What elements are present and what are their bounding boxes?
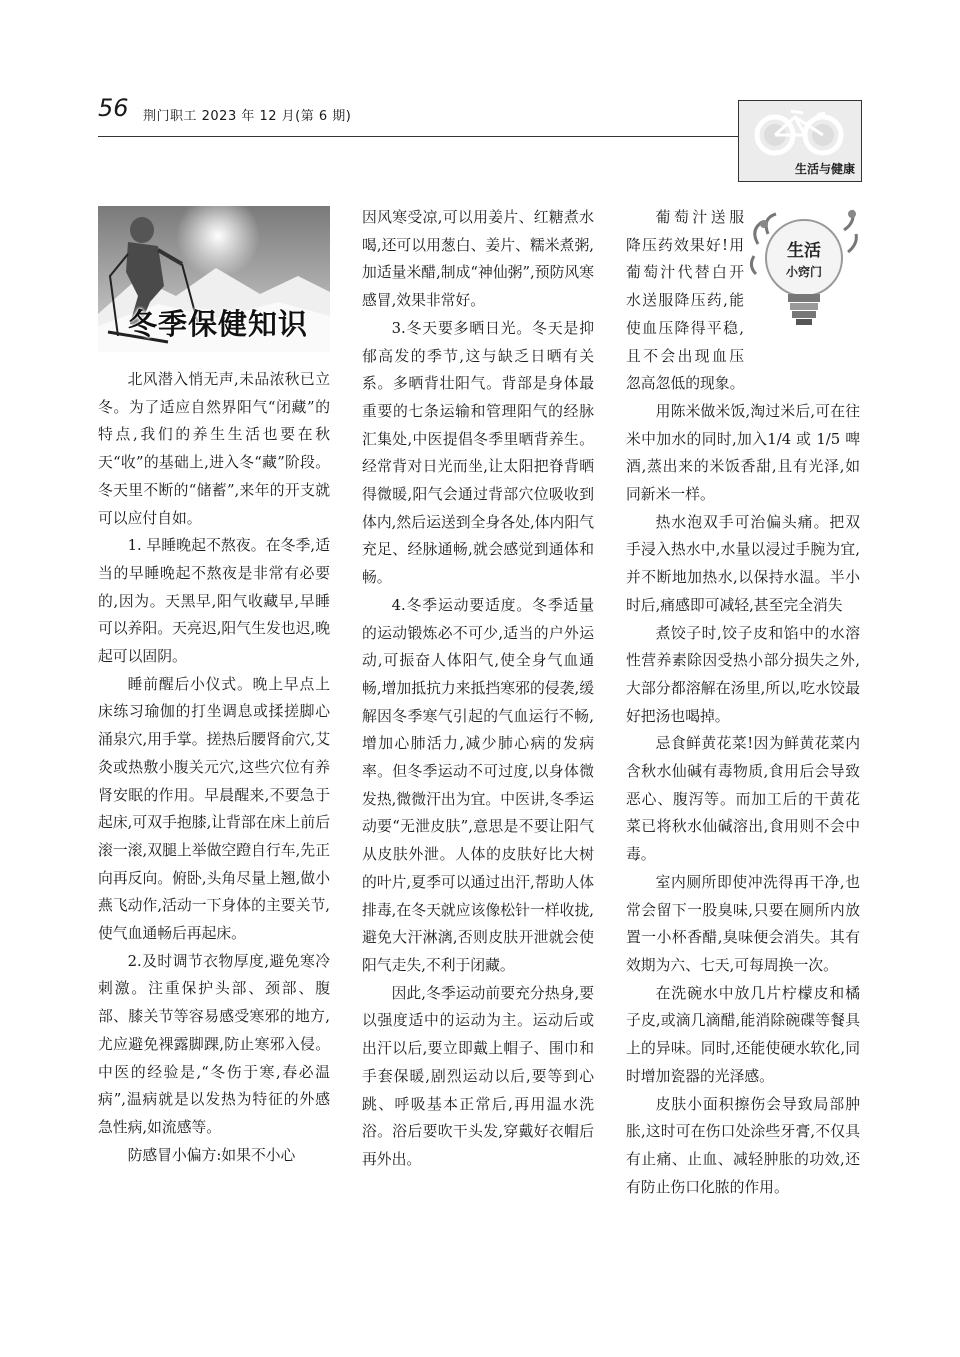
paragraph: 煮饺子时,饺子皮和馅中的水溶性营养素除因受热小部分损失之外,大部分都溶解在汤里,所以,吃水饺最好把汤也喝掉。 xyxy=(626,624,860,725)
paragraph: 用陈米做米饭,淘过米后,可在往米中加水的同时,加入1/4 或 1/5 啤酒,蒸出来的米饭香甜,且有光泽,如同新米一样。 xyxy=(626,402,860,504)
paragraph: 热水泡双手可治偏头痛。把双手浸入热水中,水量以浸过手腕为宜,并不断地加热水,以保持水温。半小时后,痛感即可减轻,甚至完全消失 xyxy=(626,513,860,614)
article-column-1 xyxy=(98,366,330,1169)
paragraph: 因此,冬季运动前要充分热身,要以强度适中的运动为主。运动后或出汗以后,要立即戴上帽子、围巾和手套保暖,剧烈运动以后,要等到心跳、呼吸基本正常后,再用温水洗浴。浴后要吹干头发,穿戴好衣帽后再外出。 xyxy=(362,984,594,1168)
paragraph: 睡前醒后小仪式。晚上早点上床练习瑜伽的打坐调息或揉搓脚心涌泉穴,用手掌。搓热后腰肾俞穴,艾灸或热敷小腹关元穴,这些穴位有养肾安眠的作用。早晨醒来,不要急于起床,可双手抱膝,让背部在床上前后滚一滚,双腿上举做空蹬自行车,先正向再反向。俯卧,头角尽量上翘,做小燕飞动作,活动一下身体的主要关节,使气血通畅后再起床。 xyxy=(98,675,330,943)
section-badge xyxy=(738,100,862,182)
page-number: 56 xyxy=(98,94,129,122)
paragraph: 4.冬季运动要适度。冬季适量的运动锻炼必不可少,适当的户外运动,可振奋人体阳气,使全身气血通畅,增加抵抗力来抵挡寒邪的侵袭,缓解因冬季寒气引起的气血运行不畅,增加心肺活力,减少肺心病的发病率。但冬季运动不可过度,以身体微发热,微微汗出为宜。中医讲,冬季运动要“无泄皮肤”,意思是不要让阳气从皮肤外泄。人体的皮肤好比大树的叶片,夏季可以通过出汗,帮助人体排毒,在冬天就应该像松针一样收拢,避免大汗淋漓,否则皮肤开泄就会使阳气走失,不利于闭藏。 xyxy=(362,596,594,974)
paragraph: 皮肤小面积擦伤会导致局部肿胀,这时可在伤口处涂些牙膏,不仅具有止痛、止血、减轻肿胀的功效,还有防止伤口化脓的作用。 xyxy=(626,1095,860,1196)
paragraph: 葡萄汁送服降压药效果好!用葡萄汁代替白开水送服降压药,能使血压降得平稳,且不会出现血压忽高忽低的现象。 xyxy=(626,209,745,393)
paragraph: 因风寒受凉,可以用姜片、红糖煮水喝,还可以用葱白、姜片、糯米煮粥,加适量米醋,制成“神仙粥”,预防风寒感冒,效果非常好。 xyxy=(362,209,594,310)
paragraph: 北风潜入悄无声,未品浓秋已立冬。为了适应自然界阳气“闭藏”的特点,我们的养生生活也要在秋天“收”的基础上,进入冬“藏”阶段。冬天里不断的“储蓄”,来年的开支就可以应付自如。 xyxy=(98,371,330,527)
paragraph: 2.及时调节衣物厚度,避免寒冷刺激。注重保护头部、颈部、腹部、膝关节等容易感受寒邪的地方,尤应避免裸露脚踝,防止寒邪入侵。中医的经验是,“冬伤于寒,春必温病”,温病就是以发热为特征的外感急性病,如流感等。 xyxy=(98,952,330,1136)
article-column-3 xyxy=(626,204,860,1201)
hero-image xyxy=(98,206,330,352)
paragraph: 3.冬天要多晒日光。冬天是抑郁高发的季节,这与缺乏日晒有关系。多晒背壮阳气。背部是身体最重要的七条运输和管理阳气的经脉汇集处,中医提倡冬季里晒背养生。经常背对日光而坐,让太阳把脊背晒得微暖,阳气会通过背部穴位吸收到体内,然后运送到全身各处,体内阳气充足、经脉通畅,就会感觉到通体和畅。 xyxy=(362,319,594,587)
publication-info: 荆门职工 2023 年 12 月(第 6 期) xyxy=(143,109,352,124)
paragraph: 室内厕所即使冲洗得再干净,也常会留下一股臭味,只要在厕所内放置一小杯香醋,臭味便会消失。其有效期为六、七天,可每周换一次。 xyxy=(626,873,860,974)
header-rule xyxy=(98,136,738,137)
tips-badge-line1: 生活 xyxy=(787,241,821,261)
paragraph: 忌食鲜黄花菜!因为鲜黄花菜内含秋水仙碱有毒物质,食用后会导致恶心、腹泻等。而加工后的干黄花菜已将秋水仙碱溶出,食用则不会中毒。 xyxy=(626,735,860,864)
hero-title: 冬季保健知识 xyxy=(128,307,309,341)
article-column-2 xyxy=(362,204,594,1174)
paragraph: 防感冒小偏方:如果不小心 xyxy=(127,1146,296,1164)
section-badge-label: 生活与健康 xyxy=(794,162,855,176)
tips-badge xyxy=(748,204,860,344)
lightbulb-icon xyxy=(748,204,860,338)
paragraph: 在洗碗水中放几片柠檬皮和橘子皮,或滴几滴醋,能消除碗碟等餐具上的异味。同时,还能使硬水软化,同时增加瓷器的光泽感。 xyxy=(626,984,860,1085)
paragraph: 1. 早睡晚起不熬夜。在冬季,适当的早睡晚起不熬夜是非常有必要的,因为。天黑早,阳气收藏早,早睡可以养阳。天亮迟,阳气生发也迟,晚起可以固阴。 xyxy=(98,537,330,666)
tips-badge-line2: 小窍门 xyxy=(785,265,823,279)
